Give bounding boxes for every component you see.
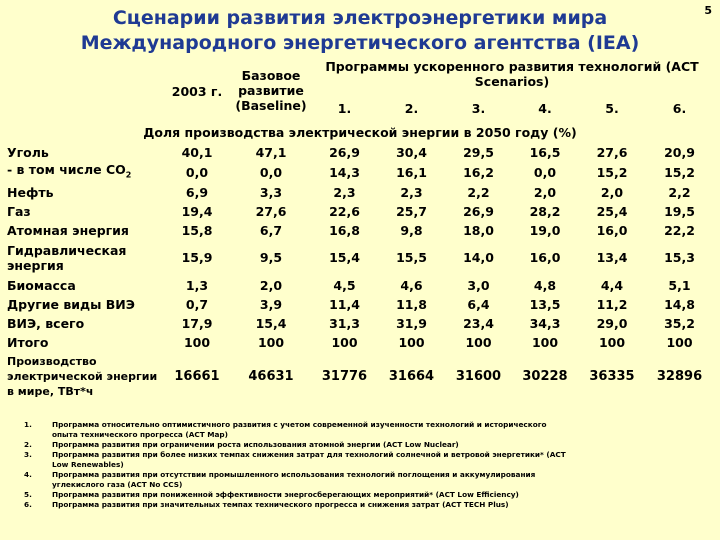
cell: 31776 bbox=[321, 369, 368, 384]
footnote-text-line-1: Программа развития при более низких темпах снижения затрат для технологий солнечной и ветровой энергетики* (ACT bbox=[52, 450, 566, 459]
cell: 6,4 bbox=[467, 296, 490, 312]
cell: 100 bbox=[666, 334, 693, 350]
row-label: ВИЭ, всего bbox=[7, 315, 85, 331]
header-year: 2003 г. bbox=[171, 84, 223, 99]
cell: 9,8 bbox=[400, 222, 423, 238]
table-row-gas bbox=[7, 202, 713, 221]
table-row-renewables-total bbox=[7, 314, 713, 333]
cell: 25,4 bbox=[596, 203, 628, 219]
cell: 2,3 bbox=[400, 184, 423, 200]
cell: 46631 bbox=[248, 369, 294, 384]
footnote-text-line-1: Программа относительно оптимистичного развития с учетом современной изученности технологий и исторического bbox=[52, 420, 547, 429]
cell: 3,3 bbox=[259, 184, 283, 200]
cell: 16,5 bbox=[529, 145, 561, 160]
cell: 16,1 bbox=[396, 164, 427, 180]
row-label-main: - в том числе CO bbox=[7, 162, 126, 177]
scenario-number-4: 4. bbox=[538, 100, 552, 116]
cell: 26,9 bbox=[329, 145, 360, 160]
table-row-oil bbox=[7, 183, 713, 202]
cell: 15,2 bbox=[596, 164, 628, 180]
cell: 18,0 bbox=[463, 222, 494, 238]
cell: 19,4 bbox=[181, 203, 213, 219]
row-label-line-1: Гидравлическая bbox=[7, 242, 127, 258]
header-baseline bbox=[231, 59, 311, 121]
cell: 11,4 bbox=[329, 296, 360, 312]
footnote-6 bbox=[24, 500, 704, 510]
cell: 16,2 bbox=[463, 164, 494, 180]
footnote-text-line-1: Программа развития при отсутствии промышленного использования технологий поглощения и аккумулирования bbox=[52, 470, 536, 479]
row-label: Итого bbox=[7, 334, 49, 350]
table-row-co2 bbox=[7, 162, 713, 183]
cell: 47,1 bbox=[255, 145, 287, 160]
page-title bbox=[60, 6, 660, 56]
cell: 23,4 bbox=[463, 315, 494, 331]
header-baseline-line-1: Базовое bbox=[241, 67, 301, 83]
footnote-number: 5. bbox=[24, 490, 32, 499]
row-label: Биомасса bbox=[7, 277, 76, 293]
table-row-biomass bbox=[7, 276, 713, 295]
cell: 30228 bbox=[522, 369, 568, 384]
cell: 14,3 bbox=[329, 164, 360, 180]
scenario-number-6: 6. bbox=[672, 100, 687, 116]
footnote-number: 2. bbox=[24, 440, 32, 449]
cell: 2,0 bbox=[259, 277, 283, 293]
cell: 26,9 bbox=[463, 203, 494, 219]
cell: 15,4 bbox=[255, 315, 287, 331]
scenario-number-2: 2. bbox=[404, 100, 419, 116]
cell: 11,2 bbox=[596, 296, 628, 312]
footnote-text bbox=[52, 450, 704, 470]
table-row-total bbox=[7, 333, 713, 352]
cell: 6,7 bbox=[259, 222, 283, 238]
footnote-text bbox=[52, 420, 704, 440]
cell: 13,4 bbox=[596, 250, 628, 265]
cell: 16,8 bbox=[329, 222, 360, 238]
footnote-number: 6. bbox=[24, 500, 32, 509]
cell: 31664 bbox=[388, 369, 435, 384]
cell: 27,6 bbox=[255, 203, 287, 219]
cell: 0,0 bbox=[259, 164, 283, 180]
cell: 32896 bbox=[656, 369, 703, 384]
cell: 4,8 bbox=[533, 277, 557, 293]
cell: 22,6 bbox=[329, 203, 360, 219]
footnote-number: 3. bbox=[24, 450, 32, 459]
cell: 5,1 bbox=[668, 277, 691, 293]
footnote-text-line-2: углекислого газа (ACT No CCS) bbox=[52, 480, 183, 489]
cell: 4,6 bbox=[400, 277, 423, 293]
cell: 35,2 bbox=[664, 315, 695, 331]
row-label bbox=[7, 352, 163, 402]
title-line-1: Сценарии развития электроэнергетики мира bbox=[112, 7, 608, 29]
cell: 15,8 bbox=[181, 222, 213, 238]
header-baseline-line-3: (Baseline) bbox=[235, 97, 307, 113]
table-row-nuclear bbox=[7, 221, 713, 240]
cell: 0,7 bbox=[185, 296, 209, 312]
footnote-text bbox=[52, 470, 704, 490]
footnote-4 bbox=[24, 470, 704, 490]
footnote-text-line-2: опыта технического прогресса (ACT Map) bbox=[52, 430, 228, 439]
footnote-2 bbox=[24, 440, 704, 450]
row-label bbox=[7, 240, 163, 276]
cell: 13,5 bbox=[529, 296, 561, 312]
header-row-1 bbox=[7, 59, 713, 95]
footnote-text-line-1: Программа развития при пониженной эффективности энергосберегающих мероприятий* (ACT Low Efficiency) bbox=[52, 490, 519, 499]
cell: 31,9 bbox=[396, 315, 427, 331]
footnote-3 bbox=[24, 450, 704, 470]
cell: 19,0 bbox=[529, 222, 561, 238]
row-label-line-2: электрической энергии bbox=[7, 370, 158, 383]
cell: 100 bbox=[465, 334, 492, 350]
cell: 2,2 bbox=[668, 184, 691, 200]
footnote-text-line-1: Программа развития при ограничении роста использования атомной энергии (ACT Low Nuclear) bbox=[52, 440, 459, 449]
cell: 100 bbox=[331, 334, 358, 350]
table-row-other-renewables bbox=[7, 295, 713, 314]
footnote-text-line-2: Low Renewables) bbox=[52, 460, 124, 469]
cell: 0,0 bbox=[185, 164, 209, 180]
title-line-2: Международного энергетического агентства (IEA) bbox=[80, 32, 640, 54]
page-number: 5 bbox=[704, 4, 712, 17]
header-programs-line-1: Программы ускоренного развития технологий (ACT bbox=[325, 59, 699, 74]
cell: 15,9 bbox=[181, 250, 213, 265]
cell: 27,6 bbox=[596, 145, 628, 160]
table-row-coal bbox=[7, 143, 713, 162]
cell: 2,0 bbox=[533, 184, 557, 200]
footnote-text-line-1: Программа развития при значительных темпах технического прогресса и снижения затрат (ACT TECH Plus) bbox=[52, 500, 509, 509]
cell: 0,0 bbox=[533, 164, 557, 180]
cell: 9,5 bbox=[259, 250, 283, 265]
cell: 34,3 bbox=[529, 315, 561, 331]
table-row-production bbox=[7, 352, 713, 402]
footnote-text bbox=[52, 500, 704, 510]
footnote-number: 4. bbox=[24, 470, 32, 479]
cell: 16,0 bbox=[529, 250, 561, 265]
cell: 14,8 bbox=[664, 296, 695, 312]
header-programs bbox=[311, 59, 713, 95]
row-label-line-3: в мире, ТВт*ч bbox=[7, 385, 94, 398]
row-label: Другие виды ВИЭ bbox=[7, 296, 135, 312]
row-label-line-1: Производство bbox=[7, 355, 97, 368]
row-label-subscript: 2 bbox=[125, 170, 132, 180]
cell: 2,2 bbox=[467, 184, 490, 200]
header-empty-cell bbox=[7, 59, 163, 121]
cell: 15,2 bbox=[664, 164, 695, 180]
scenario-number-5: 5. bbox=[605, 100, 619, 116]
footnote-number: 1. bbox=[24, 420, 32, 429]
cell: 17,9 bbox=[181, 315, 213, 331]
footnote-text bbox=[52, 490, 704, 500]
cell: 14,0 bbox=[463, 250, 494, 265]
footnote-5 bbox=[24, 490, 704, 500]
cell: 100 bbox=[183, 334, 211, 350]
cell: 16661 bbox=[174, 369, 220, 384]
cell: 11,8 bbox=[396, 296, 427, 312]
row-label: Атомная энергия bbox=[7, 222, 129, 238]
cell: 20,9 bbox=[664, 145, 695, 160]
footnote-1 bbox=[24, 420, 704, 440]
cell: 100 bbox=[398, 334, 425, 350]
cell: 100 bbox=[531, 334, 559, 350]
scenario-number-1: 1. bbox=[337, 100, 352, 116]
cell: 29,0 bbox=[596, 315, 628, 331]
cell: 36335 bbox=[589, 369, 635, 384]
cell: 100 bbox=[257, 334, 285, 350]
cell: 4,4 bbox=[600, 277, 624, 293]
cell: 3,9 bbox=[259, 296, 283, 312]
cell: 1,3 bbox=[185, 277, 209, 293]
footnote-text bbox=[52, 440, 704, 450]
row-label-line-2: энергия bbox=[7, 257, 64, 273]
cell: 30,4 bbox=[396, 145, 427, 160]
electricity-scenarios-table bbox=[7, 59, 713, 402]
cell: 40,1 bbox=[181, 145, 213, 160]
table-row-hydro bbox=[7, 240, 713, 276]
cell: 16,0 bbox=[596, 222, 628, 238]
row-label: Нефть bbox=[7, 184, 54, 200]
cell: 15,4 bbox=[329, 250, 360, 265]
cell: 22,2 bbox=[664, 222, 695, 238]
cell: 2,3 bbox=[333, 184, 356, 200]
row-label: Уголь bbox=[7, 145, 49, 160]
cell: 19,5 bbox=[664, 203, 695, 219]
header-programs-line-2: Scenarios) bbox=[474, 74, 550, 89]
cell: 31,3 bbox=[329, 315, 360, 331]
cell: 4,5 bbox=[333, 277, 356, 293]
cell: 28,2 bbox=[529, 203, 561, 219]
row-label bbox=[7, 162, 163, 183]
header-baseline-line-2: развитие bbox=[238, 82, 304, 98]
cell: 2,0 bbox=[600, 184, 624, 200]
cell: 25,7 bbox=[396, 203, 427, 219]
row-label: Газ bbox=[7, 203, 31, 219]
share-caption-row bbox=[7, 121, 713, 143]
footnotes bbox=[24, 420, 704, 510]
cell: 3,0 bbox=[467, 277, 490, 293]
cell: 31600 bbox=[455, 369, 502, 384]
cell: 6,9 bbox=[185, 184, 209, 200]
cell: 15,5 bbox=[396, 250, 427, 265]
share-caption: Доля производства электрической энергии в 2050 году (%) bbox=[143, 124, 577, 140]
cell: 100 bbox=[598, 334, 626, 350]
cell: 29,5 bbox=[463, 145, 494, 160]
cell: 15,3 bbox=[664, 250, 695, 265]
scenario-number-3: 3. bbox=[471, 100, 486, 116]
